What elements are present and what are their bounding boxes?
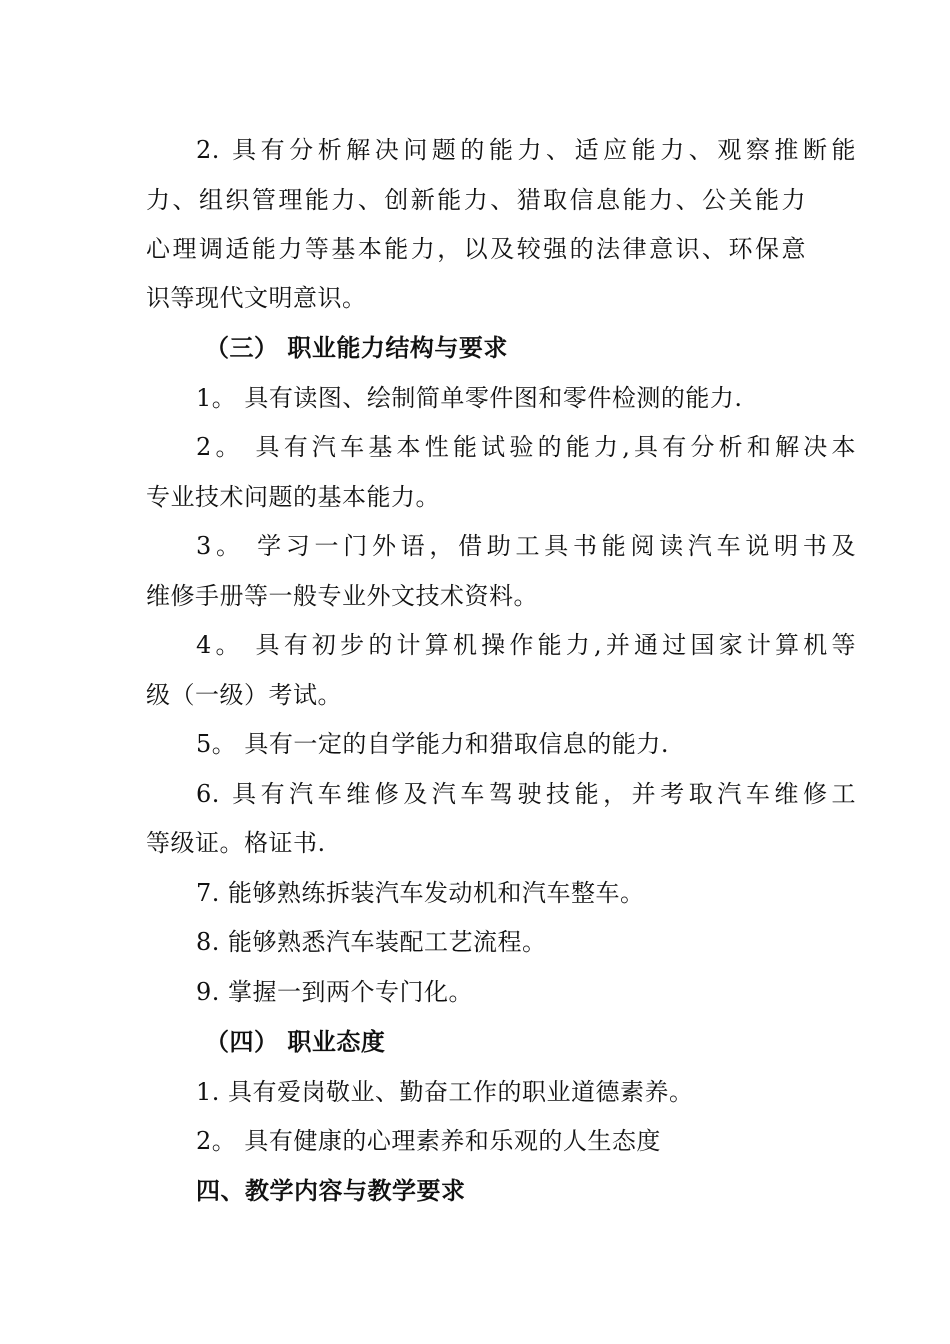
list-item: 9. 掌握一到两个专门化。 xyxy=(196,978,474,1006)
list-item: 3。 学习一门外语，借助工具书能阅读汽车说明书及 xyxy=(196,532,856,560)
list-item: 6. 具有汽车维修及汽车驾驶技能，并考取汽车维修工 xyxy=(196,780,856,808)
list-item-continuation: 级（一级）考试。 xyxy=(146,681,342,709)
paragraph-line: 识等现代文明意识。 xyxy=(146,284,367,312)
list-item: 1。 具有读图、绘制简单零件图和零件检测的能力. xyxy=(196,384,743,412)
list-item-continuation: 维修手册等一般专业外文技术资料。 xyxy=(146,582,538,610)
chapter-heading: 四、教学内容与教学要求 xyxy=(196,1176,466,1205)
list-item: 5。 具有一定的自学能力和猎取信息的能力. xyxy=(196,730,670,758)
list-item: 8. 能够熟悉汽车装配工艺流程。 xyxy=(196,928,547,956)
paragraph-line: 心理调适能力等基本能力，以及较强的法律意识、环保意 xyxy=(146,235,806,263)
section-heading: （四） 职业态度 xyxy=(205,1027,386,1056)
list-item: 2。 具有健康的心理素养和乐观的人生态度 xyxy=(196,1127,661,1155)
list-item: 4。 具有初步的计算机操作能力,并通过国家计算机等 xyxy=(196,631,856,659)
paragraph-line: 力、组织管理能力、创新能力、猎取信息能力、公关能力 xyxy=(146,186,806,214)
list-item: 7. 能够熟练拆装汽车发动机和汽车整车。 xyxy=(196,879,645,907)
list-item: 1. 具有爱岗敬业、勤奋工作的职业道德素养。 xyxy=(196,1078,694,1106)
list-item-continuation: 专业技术问题的基本能力。 xyxy=(146,483,440,511)
paragraph-line: 2. 具有分析解决问题的能力、适应能力、观察推断能 xyxy=(196,136,856,164)
section-heading: （三） 职业能力结构与要求 xyxy=(205,333,508,362)
list-item-continuation: 等级证。格证书. xyxy=(146,829,326,857)
list-item: 2。 具有汽车基本性能试验的能力,具有分析和解决本 xyxy=(196,433,856,461)
